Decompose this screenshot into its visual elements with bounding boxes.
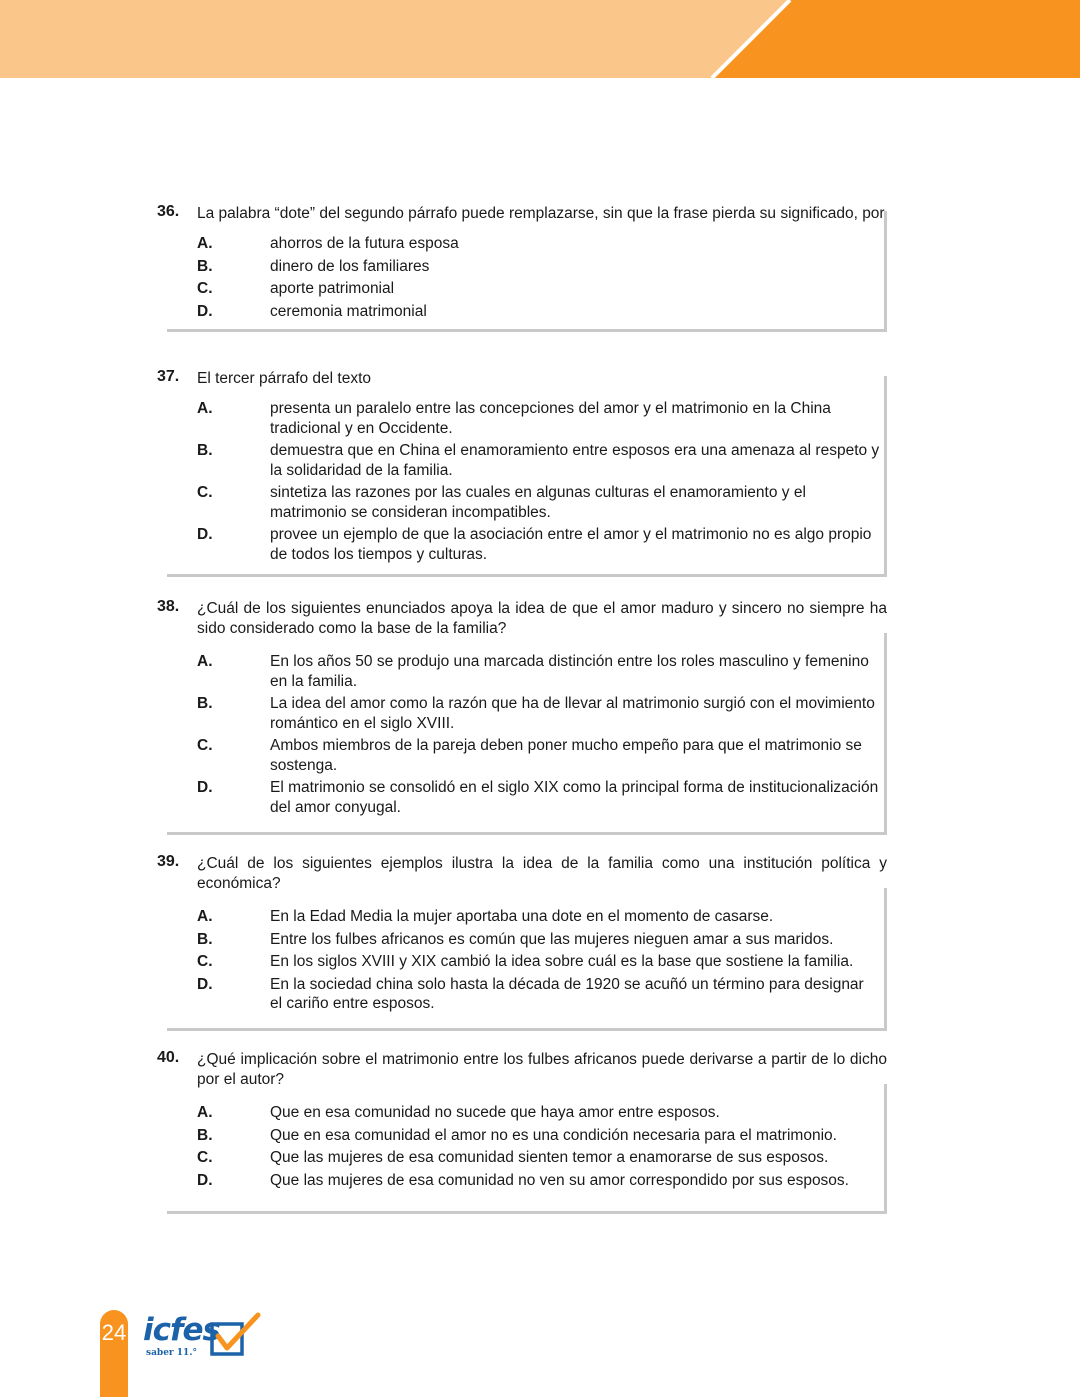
options-box: [167, 633, 887, 835]
option-text: provee un ejemplo de que la asociación entre el amor y el matrimonio no es algo propio de todos los tiempos y culturas.: [270, 526, 872, 563]
question-text: La palabra “dote” del segundo párrafo puede remplazarse, sin que la frase pierda su significado, por: [197, 205, 885, 222]
options-list: [167, 907, 884, 1014]
option-c[interactable]: [167, 952, 884, 972]
option-letter: B.: [197, 257, 213, 275]
option-letter: A.: [197, 235, 213, 252]
option-a[interactable]: [167, 907, 884, 927]
option-b[interactable]: [167, 441, 884, 480]
question-number: 37.: [157, 368, 180, 385]
option-letter: D.: [197, 1171, 213, 1189]
question-38: [157, 598, 887, 816]
options-list: [167, 234, 884, 321]
option-letter: B.: [197, 442, 213, 459]
option-text: aporte patrimonial: [270, 280, 395, 297]
question-number: 36.: [157, 203, 180, 220]
option-letter: A.: [197, 400, 213, 417]
option-a[interactable]: [167, 652, 884, 691]
option-letter: B.: [197, 930, 213, 948]
logo-wordmark: icfes: [143, 1312, 220, 1348]
question-text: ¿Cuál de los siguientes ejemplos ilustra la idea de la familia como una institución política y económica?: [197, 855, 887, 892]
option-d[interactable]: [167, 525, 884, 564]
option-text: Entre los fulbes africanos es común que las mujeres nieguen amar a sus maridos.: [270, 930, 834, 948]
option-c[interactable]: [167, 483, 884, 522]
question-number: 39.: [157, 853, 180, 870]
option-a[interactable]: [167, 234, 884, 254]
option-c[interactable]: [167, 1148, 884, 1168]
option-text: El matrimonio se consolidó en el siglo XIX como la principal forma de institucionalización del amor conyugal.: [270, 779, 879, 816]
option-text: La idea del amor como la razón que ha de llevar al matrimonio surgió con el movimiento romántico en el siglo XVIII.: [270, 695, 875, 732]
question-text: ¿Cuál de los siguientes enunciados apoya la idea de que el amor maduro y sincero no siempre ha sido considerado como la base de la familia?: [197, 600, 887, 637]
option-text: Que las mujeres de esa comunidad no ven su amor correspondido por sus esposos.: [270, 1171, 849, 1189]
option-c[interactable]: [167, 736, 884, 775]
top-banner: [0, 0, 1080, 78]
question-number: 40.: [157, 1049, 180, 1066]
question-text: ¿Qué implicación sobre el matrimonio entre los fulbes africanos puede derivarse a partir de lo dicho por el autor?: [197, 1051, 887, 1088]
logo-subtitle: saber 11.°: [146, 1348, 197, 1358]
option-letter: A.: [197, 1104, 213, 1121]
icfes-logo: [140, 1312, 270, 1362]
option-d[interactable]: [167, 1171, 884, 1191]
options-box: [167, 888, 887, 1031]
option-b[interactable]: [167, 257, 884, 277]
option-letter: C.: [197, 484, 213, 501]
options-list: [167, 652, 884, 817]
option-letter: A.: [197, 908, 213, 925]
question-40: [157, 1049, 887, 1189]
option-text: ceremonia matrimonial: [270, 302, 427, 320]
option-text: Que en esa comunidad no sucede que haya amor entre esposos.: [270, 1104, 720, 1121]
option-letter: D.: [197, 526, 213, 543]
option-letter: D.: [197, 302, 213, 320]
option-letter: C.: [197, 1149, 213, 1166]
options-list: [167, 1103, 884, 1190]
option-d[interactable]: [167, 778, 884, 817]
option-a[interactable]: [167, 1103, 884, 1123]
options-list: [167, 399, 884, 564]
option-letter: C.: [197, 280, 213, 297]
option-letter: B.: [197, 695, 213, 712]
options-box: [167, 211, 887, 332]
option-text: Que en esa comunidad el amor no es una condición necesaria para el matrimonio.: [270, 1126, 837, 1144]
option-text: En los siglos XVIII y XIX cambió la idea sobre cuál es la base que sostiene la familia.: [270, 953, 854, 970]
options-box: [167, 1084, 887, 1214]
page-number: 24: [101, 1320, 127, 1345]
option-text: Ambos miembros de la pareja deben poner mucho empeño para que el matrimonio se sostenga.: [270, 737, 862, 774]
options-box: [167, 376, 887, 577]
option-b[interactable]: [167, 694, 884, 733]
option-c[interactable]: [167, 279, 884, 299]
question-text: El tercer párrafo del texto: [197, 370, 372, 387]
option-letter: B.: [197, 1126, 213, 1144]
option-b[interactable]: [167, 1126, 884, 1146]
option-d[interactable]: [167, 302, 884, 322]
page-number-tab: [100, 1310, 128, 1397]
option-text: presenta un paralelo entre las concepciones del amor y el matrimonio en la China tradicional y en Occidente.: [270, 400, 831, 437]
option-b[interactable]: [167, 930, 884, 950]
question-39: [157, 853, 887, 1012]
option-text: dinero de los familiares: [270, 257, 430, 275]
option-letter: A.: [197, 653, 213, 670]
option-letter: C.: [197, 737, 213, 754]
option-text: demuestra que en China el enamoramiento entre esposos era una amenaza al respeto y la solidaridad de la familia.: [270, 442, 880, 479]
option-d[interactable]: [167, 975, 884, 1014]
option-text: ahorros de la futura esposa: [270, 235, 459, 252]
option-text: sintetiza las razones por las cuales en algunas culturas el enamoramiento y el matrimonio se consideran incompatibles.: [270, 484, 806, 521]
option-letter: D.: [197, 975, 213, 993]
question-36: [157, 203, 887, 320]
option-letter: D.: [197, 779, 213, 796]
question-37: [157, 368, 887, 563]
option-letter: C.: [197, 953, 213, 970]
option-text: En la sociedad china solo hasta la década de 1920 se acuñó un término para designar el cariño entre esposos.: [270, 975, 864, 1012]
checkmark-icon: [210, 1312, 262, 1358]
option-text: En la Edad Media la mujer aportaba una dote en el momento de casarse.: [270, 908, 774, 925]
option-text: Que las mujeres de esa comunidad sienten temor a enamorarse de sus esposos.: [270, 1149, 829, 1166]
option-a[interactable]: [167, 399, 884, 438]
option-text: En los años 50 se produjo una marcada distinción entre los roles masculino y femenino en la familia.: [270, 653, 869, 690]
question-number: 38.: [157, 598, 180, 615]
